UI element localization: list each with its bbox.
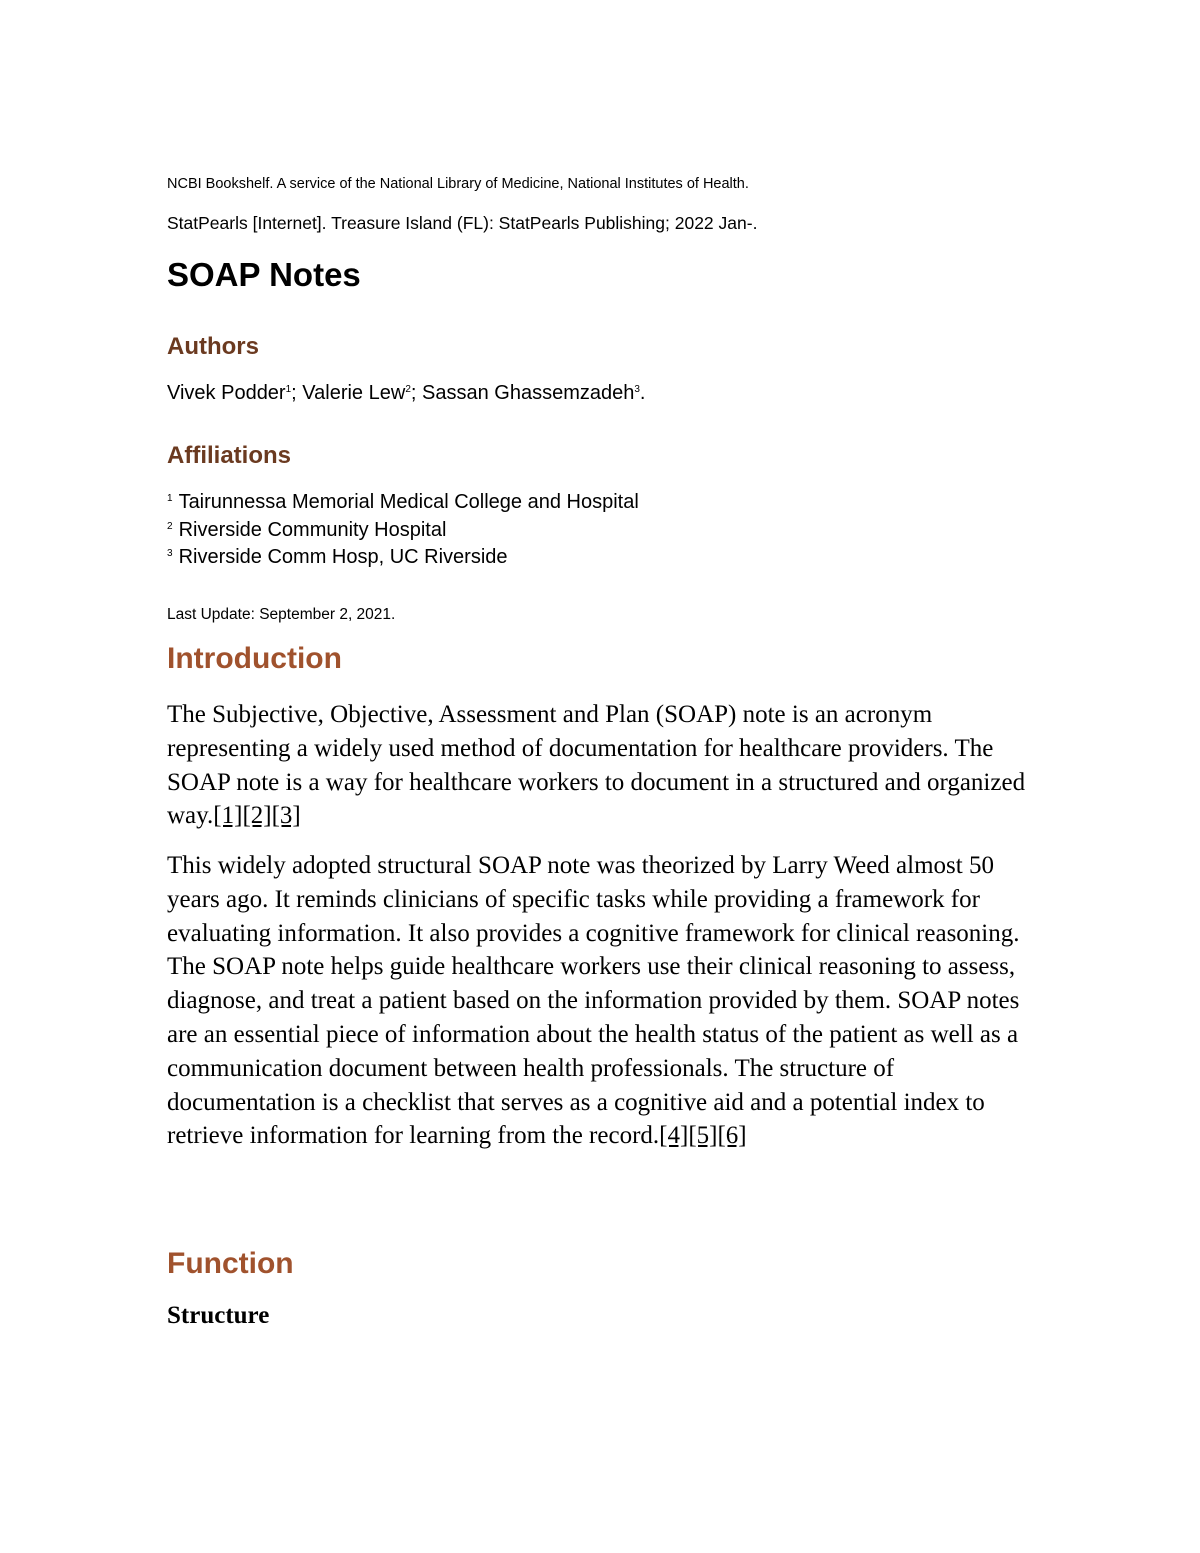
authors-list (167, 382, 645, 405)
function-heading: Function (167, 1247, 294, 1280)
author-affiliation-number: 3 (634, 384, 640, 395)
author-affiliation-number: 2 (405, 384, 411, 395)
author-separator: ; (410, 382, 422, 404)
author-name[interactable]: Valerie Lew (302, 382, 406, 404)
affiliations-list (167, 489, 639, 572)
citation-line: StatPearls [Internet]. Treasure Island (FL): StatPearls Publishing; 2022 Jan-. (167, 213, 758, 233)
reference-link[interactable]: [3] (271, 802, 301, 830)
introduction-paragraph-2 (167, 849, 1047, 1153)
paragraph-text: The Subjective, Objective, Assessment and Plan (SOAP) note is an acronym representing a widely used method of documentation for healthcare providers. The SOAP note is a way for healthcare workers to document in a structured and organized way. (167, 701, 1026, 830)
reference-link[interactable]: [4] (659, 1122, 689, 1150)
introduction-heading: Introduction (167, 642, 342, 675)
affiliation-text: Tairunnessa Memorial Medical College and Hospital (178, 491, 639, 513)
affiliation-number: 3 (167, 548, 173, 559)
reference-link[interactable]: [2] (242, 802, 272, 830)
structure-subheading: Structure (167, 1302, 270, 1329)
affiliations-heading: Affiliations (167, 442, 291, 469)
author-affiliation-number: 1 (285, 384, 292, 395)
source-line: NCBI Bookshelf. A service of the National Library of Medicine, National Institutes of Health. (167, 176, 749, 192)
affiliation-item (167, 489, 639, 517)
reference-link[interactable]: [5] (688, 1122, 718, 1150)
author-name[interactable]: Vivek Podder (167, 382, 286, 404)
affiliation-number: 2 (167, 520, 173, 532)
affiliation-text: Riverside Community Hospital (178, 518, 447, 541)
reference-link[interactable]: [6] (717, 1122, 747, 1150)
author-name[interactable]: Sassan Ghassemzadeh (422, 382, 635, 404)
affiliation-item (167, 544, 639, 572)
author-separator: ; (291, 382, 303, 404)
last-update: Last Update: September 2, 2021. (167, 606, 396, 623)
reference-link[interactable]: [1] (213, 802, 243, 830)
authors-heading: Authors (167, 333, 259, 360)
introduction-paragraph-1 (167, 698, 1047, 833)
affiliation-text: Riverside Comm Hosp, UC Riverside (178, 546, 508, 568)
page-title: SOAP Notes (167, 256, 361, 293)
affiliation-item (167, 517, 639, 545)
paragraph-text: This widely adopted structural SOAP note was theorized by Larry Weed almost 50 years ago. It reminds clinicians of specific tasks while providing a framework for evaluating information. It also provides a cognitive framework for clinical reasoning. The SOAP note helps guide healthcare workers use their clinical reasoning to assess, diagnose, and treat a patient based on the information provided by them. SOAP notes are an essential piece of information about the health status of the patient as well as a communication document between health professionals. The structure of documentation is a checklist that serves as a cognitive aid and a potential index to retrieve information for learning from the record. (167, 852, 1020, 1150)
affiliation-number: 1 (167, 493, 173, 504)
author-separator: . (639, 382, 646, 404)
